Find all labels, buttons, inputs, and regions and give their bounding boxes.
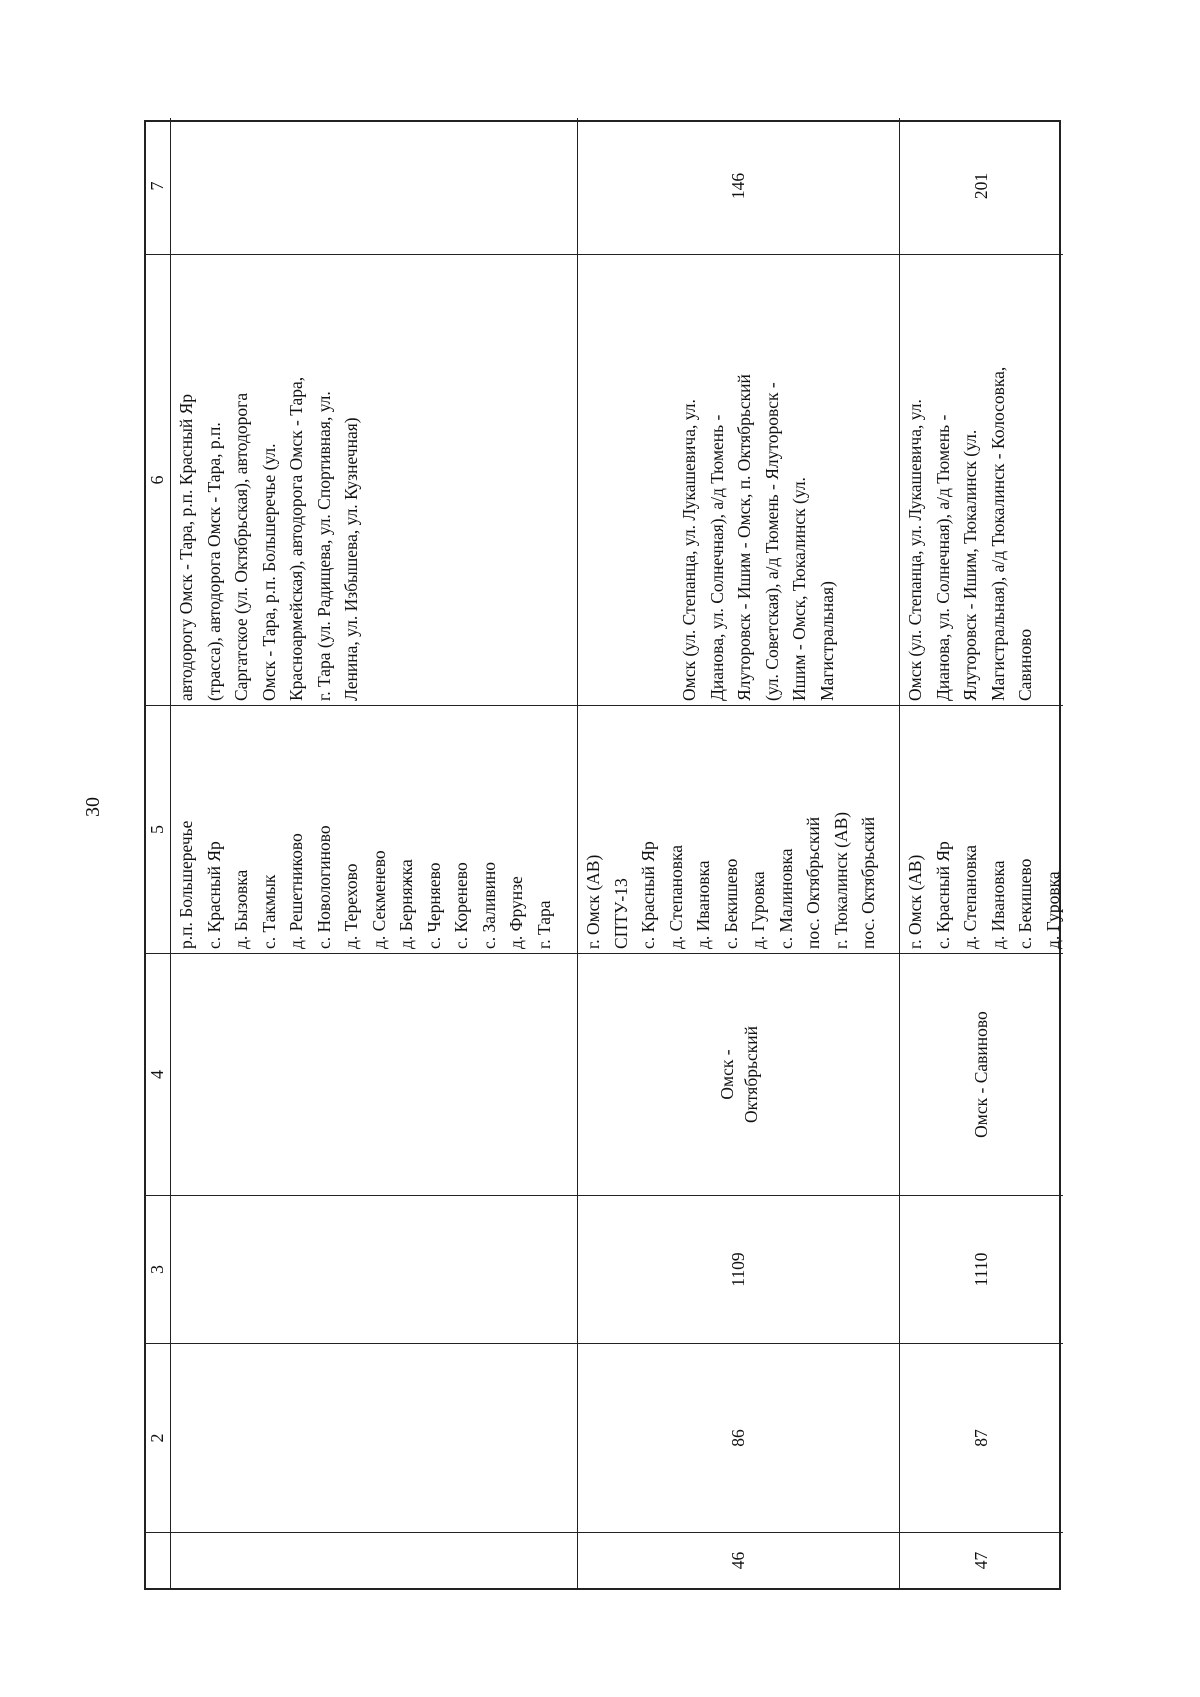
row1-col3	[171, 1195, 578, 1343]
header-col-1	[146, 1532, 171, 1588]
stop: с. Красный Яр	[203, 841, 224, 949]
stop: с. Такмык	[258, 874, 279, 949]
route-name-line: Октябрьский	[740, 1026, 761, 1124]
row1-route	[171, 254, 578, 705]
stop: д. Гуровка	[748, 871, 768, 949]
stop: д. Решетниково	[286, 833, 306, 949]
route-line: Савиново	[1015, 628, 1035, 701]
stop: р.п. Большеречье	[176, 820, 196, 949]
stop: с. Заливино	[478, 861, 499, 949]
header-col-4: 4	[146, 953, 171, 1195]
rotated-table	[144, 120, 1061, 1590]
header-col-3: 3	[146, 1195, 171, 1343]
stop: пос. Октябрьский	[803, 816, 823, 949]
row1-col2	[171, 1343, 578, 1532]
stop: д. Ивановка	[987, 860, 1008, 949]
stop: д. Ивановка	[693, 860, 713, 949]
header-col-7: 7	[146, 118, 171, 254]
stop: с. Красный Яр	[638, 841, 658, 949]
stop: д. Бызовка	[231, 869, 251, 949]
stop: д. Берняжка	[396, 859, 416, 949]
stop: пос. Октябрьский	[858, 816, 878, 949]
row47-route	[900, 254, 1063, 705]
route-line: Ялуторовск - Ишим - Омск, п. Октябрьский	[734, 374, 754, 701]
routes-table	[144, 120, 1061, 1590]
route-line: Омск (ул. Степанца, ул. Лукашевича, ул.	[905, 399, 925, 701]
stop: с. Черняево	[423, 862, 444, 949]
stop: д. Гуровка	[1042, 871, 1063, 949]
route-line: Ялуторовск - Ишим, Тюкалинск (ул.	[960, 429, 980, 701]
route-line: Омск - Тара, р.п. Большеречье (ул.	[258, 443, 279, 701]
row1-col1	[171, 1532, 578, 1588]
route-line: Омск (ул. Степанца, ул. Лукашевича, ул.	[679, 399, 699, 701]
row47-col3: 1110	[900, 1195, 1063, 1343]
stop: с. Новологиново	[313, 825, 334, 949]
row46-number: 46	[578, 1532, 900, 1588]
row46-col7: 146	[578, 118, 900, 254]
route-line: Магистральная), а/д Тюкалинск - Колосовка,	[987, 366, 1008, 701]
row47-number: 47	[900, 1532, 1063, 1588]
page-number: 30	[82, 797, 104, 817]
route-line: (трасса), автодорога Омск - Тара, р.п.	[203, 422, 224, 701]
row47-route-name	[900, 953, 1063, 1195]
row46-stops	[578, 705, 900, 953]
row47-col2: 87	[900, 1343, 1063, 1532]
stop: с. Бекишево	[1015, 858, 1035, 949]
route-name-line: Омск -	[716, 1049, 737, 1100]
stop: г. Омск (АВ)	[583, 854, 603, 949]
route-line: Дианова, ул. Солнечная), а/д Тюмень -	[706, 414, 727, 701]
route-line: (ул. Советская), а/д Тюмень - Ялуторовск -	[761, 382, 782, 701]
row46-col2: 86	[578, 1343, 900, 1532]
stop: д. Степановка	[665, 844, 686, 949]
stop: с. Красный Яр	[932, 841, 953, 949]
stop: с. Бекишево	[720, 858, 741, 949]
stop: д. Фрунзе	[506, 876, 526, 949]
stop: д. Степановка	[960, 844, 980, 949]
header-col-5: 5	[146, 705, 171, 953]
stop: д. Секменево	[368, 850, 389, 949]
route-line: Магистральная)	[816, 581, 837, 701]
stop: г. Тара	[533, 900, 554, 949]
row1-col7	[171, 118, 578, 254]
row46-col3: 1109	[578, 1195, 900, 1343]
row1-stops	[171, 705, 578, 953]
route-line: Красноармейская), автодорога Омск - Тара,	[286, 376, 306, 701]
stop: г. Тюкалинск (АВ)	[830, 811, 851, 949]
route-line: Ишим - Омск, Тюкалинск (ул.	[789, 477, 809, 701]
route-line: Дианова, ул. Солнечная), а/д Тюмень -	[932, 414, 953, 701]
stop: СПТУ-13	[610, 878, 631, 949]
route-line: автодорогу Омск - Тара, р.п. Красный Яр	[176, 393, 196, 701]
header-col-2: 2	[146, 1343, 171, 1532]
route-line: Саргатское (ул. Октябрьская), автодорога	[231, 392, 251, 701]
stop: с. Малиновка	[775, 848, 796, 949]
row1-col4	[171, 953, 578, 1195]
stop: г. Омск (АВ)	[905, 854, 925, 949]
route-name-line: Омск - Савиново	[970, 1011, 991, 1138]
stop: д. Терехово	[341, 863, 361, 949]
row47-stops	[900, 705, 1063, 953]
stop: с. Кореневo	[451, 862, 471, 949]
row46-route	[578, 254, 900, 705]
row47-col7: 201	[970, 172, 991, 200]
header-col-6: 6	[146, 254, 171, 705]
row46-route-name	[578, 953, 900, 1195]
route-line: Ленина, ул. Избышева, ул. Кузнечная)	[341, 417, 361, 701]
route-line: г. Тара (ул. Радищева, ул. Спортивная, ул.	[313, 391, 334, 701]
